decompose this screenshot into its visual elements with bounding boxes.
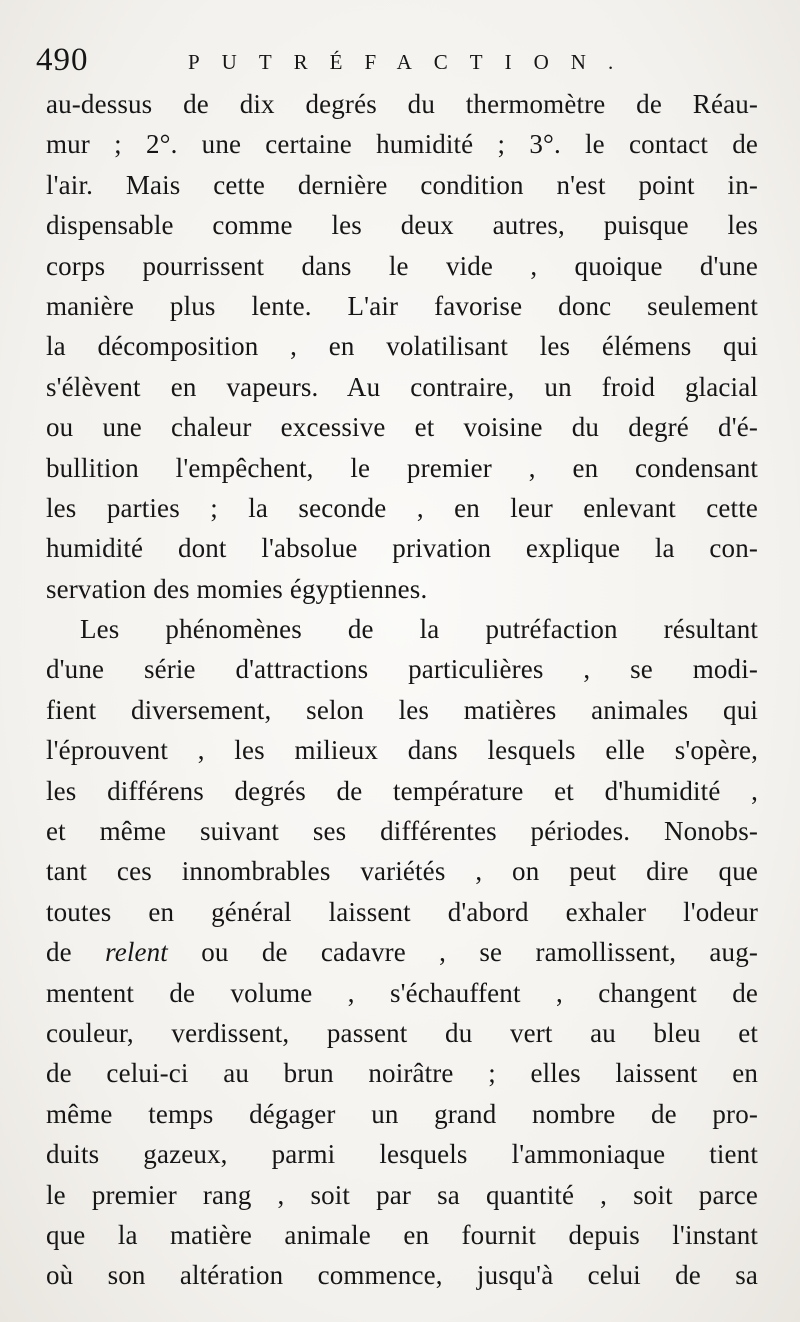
text-line: la décomposition , en volatilisant les élémens qui: [46, 331, 758, 362]
italic-word: relent: [105, 937, 168, 968]
text-line: d'une série d'attractions particulières , se modi-: [46, 654, 758, 685]
text-line: bullition l'empêchent, le premier , en condensant: [46, 452, 758, 483]
text-line: même temps dégager un grand nombre de pro-: [46, 1098, 758, 1129]
text-line: l'air. Mais cette dernière condition n'est point in-: [46, 169, 758, 200]
text-line: les différens degrés de température et d'humidité ,: [46, 775, 758, 806]
text-line: s'élèvent en vapeurs. Au contraire, un froid glacial: [46, 371, 758, 402]
page-number: 490: [36, 42, 89, 78]
text-line: les parties ; la seconde , en leur enlevant cette: [46, 492, 758, 523]
text-line: mentent de volume , s'échauffent , changent de: [46, 977, 758, 1008]
text-line: fient diversement, selon les matières animales qui: [46, 694, 758, 725]
text-line: ou une chaleur excessive et voisine du degré d'é-: [46, 412, 758, 443]
text-line: servation des momies égyptiennes.: [46, 573, 428, 604]
text-line: dispensable comme les deux autres, puisque les: [46, 210, 758, 241]
text-line: au-dessus de dix degrés du thermomètre de Réau-: [46, 89, 758, 119]
text-line: manière plus lente. L'air favorise donc seulement: [46, 290, 758, 321]
text-line: le premier rang , soit par sa quantité , soit parce: [46, 1179, 758, 1210]
text-segment: de: [46, 937, 106, 968]
text-segment: ou de cadavre , se ramollissent, aug-: [167, 937, 758, 968]
text-line-with-italic: [46, 932, 758, 972]
text-line: toutes en général laissent d'abord exhaler l'odeur: [46, 896, 758, 927]
page-header: [36, 40, 756, 80]
text-line: de celui-ci au brun noirâtre ; elles laissent en: [46, 1058, 758, 1089]
text-line: corps pourrissent dans le vide , quoique d'une: [46, 250, 758, 281]
text-line: et même suivant ses différentes périodes. Nonobs-: [46, 816, 758, 847]
running-head: PUTRÉFACTION.: [188, 50, 636, 74]
paragraph-start-line: Les phénomènes de la putréfaction résultant: [80, 614, 758, 645]
text-line: couleur, verdissent, passent du vert au bleu et: [46, 1017, 758, 1048]
text-line: que la matière animale en fournit depuis l'instant: [46, 1219, 758, 1250]
body-text: [46, 84, 758, 1296]
text-line: l'éprouvent , les milieux dans lesquels elle s'opère,: [46, 735, 758, 766]
text-line: où son altération commence, jusqu'à celui de sa: [46, 1260, 758, 1291]
text-line: tant ces innombrables variétés , on peut dire que: [46, 856, 758, 887]
text-line: humidité dont l'absolue privation explique la con-: [46, 533, 758, 564]
text-line: mur ; 2°. une certaine humidité ; 3°. le contact de: [46, 129, 758, 160]
text-line: duits gazeux, parmi lesquels l'ammoniaque tient: [46, 1139, 758, 1170]
